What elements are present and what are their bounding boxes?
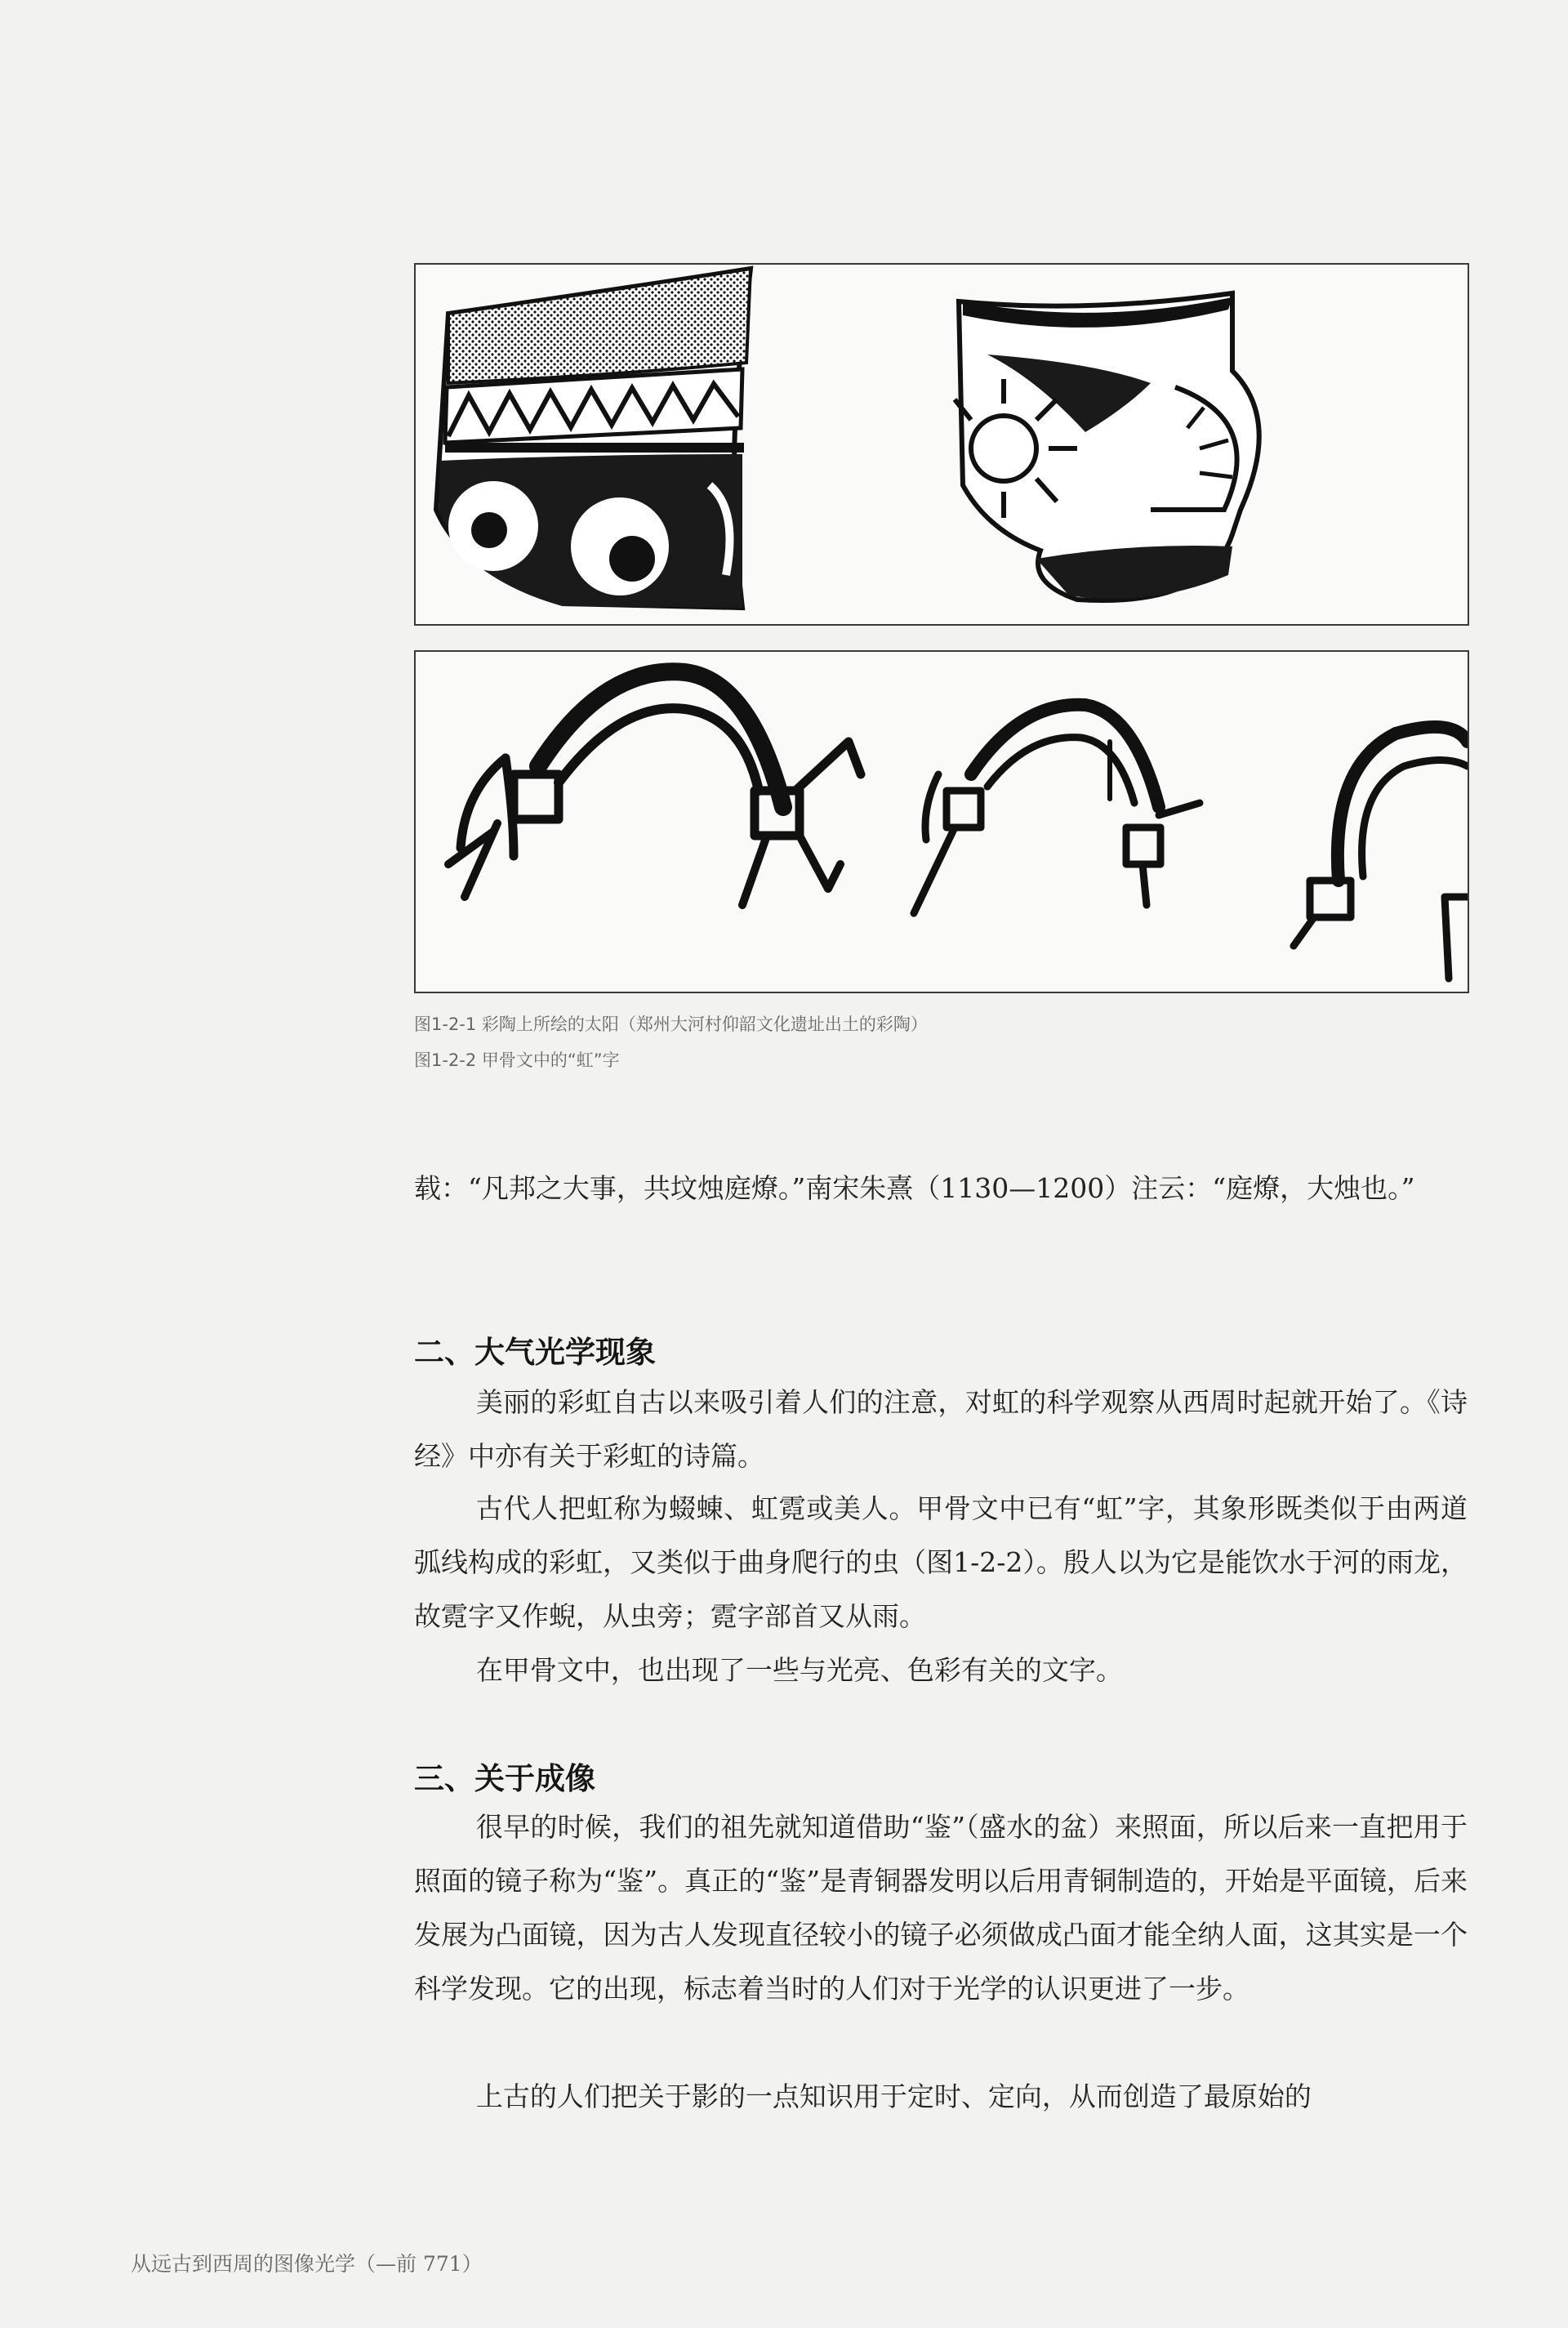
figure-caption-1: 图1-2-1 彩陶上所绘的太阳（郑州大河村仰韶文化遗址出土的彩陶） [414,1015,928,1034]
paragraph-continued: 载：“凡邦之大事，共坟烛庭燎。”南宋朱熹（1130—1200）注云：“庭燎，大烛也。” [414,1172,1415,1204]
figure-oracle-bone-rainbow [414,650,1469,993]
paragraph-rainbow-observation: 美丽的彩虹自古以来吸引着人们的注意，对虹的科学观察从西周时起就开始了。《诗经》中亦有关于彩虹的诗篇。 [414,1386,1468,1472]
rainbow-glyph-1 [448,671,861,905]
paragraph-shadow-timing: 上古的人们把关于影的一点知识用于定时、定向，从而创造了最原始的 [475,2080,1312,2112]
paragraph-mirror-jian: 很早的时候，我们的祖先就知道借助“鉴”（盛水的盆）来照面，所以后来一直把用于照面的镜子称为“鉴”。真正的“鉴”是青铜器发明以后用青铜制造的，开始是平面镜，后来发展为凸面镜，因为古人发现直径较小的镜子必须做成凸面才能全纳人面，这其实是一个科学发现。它的出现，标志着当时的人们对于光学的认识更进了一步。 [414,1811,1468,2005]
figure-caption-2: 图1-2-2 甲骨文中的“虹”字 [414,1050,620,1070]
section-heading-atmospheric-optics: 二、大气光学现象 [414,1334,656,1370]
pottery-shard-right [955,293,1259,600]
paragraph-light-characters: 在甲骨文中，也出现了一些与光亮、色彩有关的文字。 [475,1654,1123,1686]
rainbow-glyph-2 [914,705,1200,913]
painted-pottery-illustration [416,265,1468,624]
oracle-bone-rainbow-glyphs [416,652,1468,992]
paragraph-rainbow-character: 古代人把虹称为蝃蝀、虹霓或美人。甲骨文中已有“虹”字，其象形既类似于由两道弧线构成的彩虹，又类似于曲身爬行的虫（图1-2-2）。殷人以为它是能饮水于河的雨龙，故霓字又作蜺，从虫旁；霓字部首又从雨。 [414,1492,1468,1632]
pottery-shard-left [436,269,751,608]
running-footer: 从远古到西周的图像光学（—前 771） [131,2252,483,2276]
section-heading-imaging: 三、关于成像 [414,1760,595,1796]
figure-painted-pottery [414,263,1469,626]
rainbow-glyph-3 [1294,727,1468,979]
